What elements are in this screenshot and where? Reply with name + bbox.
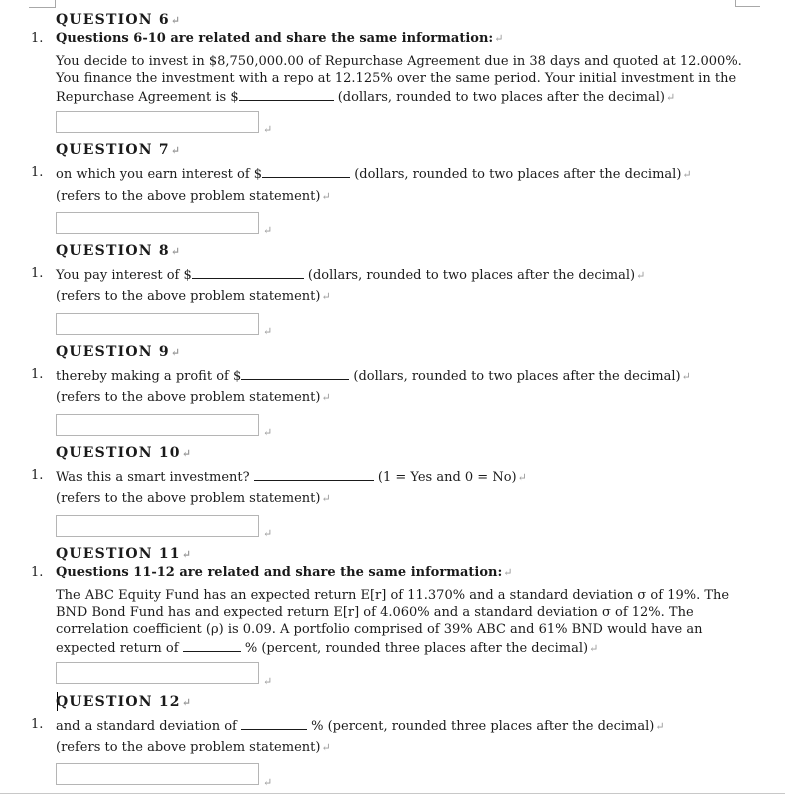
question-10-title-text: QUESTION 10 <box>56 445 181 461</box>
paragraph-mark: ↵ <box>170 144 182 157</box>
page-bottom-edge <box>0 793 785 794</box>
question-6-line-3 <box>56 88 675 106</box>
paragraph-mark: ↵ <box>263 123 273 136</box>
question-12-units: % (percent, rounded three places after the decimal) <box>311 719 655 734</box>
paragraph-mark: ↵ <box>681 370 691 383</box>
question-6-answer-box[interactable] <box>56 111 259 133</box>
paragraph-mark: ↵ <box>321 492 331 505</box>
question-7-line <box>56 165 692 183</box>
list-number: 1. <box>31 565 44 580</box>
question-9-units: (dollars, rounded to two places after the decimal) <box>353 369 681 384</box>
refers-text: (refers to the above problem statement) <box>56 289 321 304</box>
paragraph-mark: ↵ <box>321 391 331 404</box>
refers-text: (refers to the above problem statement) <box>56 740 321 755</box>
question-7-title <box>56 142 181 159</box>
answer-blank <box>183 639 241 652</box>
page-corner-mark-right <box>735 0 760 7</box>
paragraph-mark: ↵ <box>170 346 182 359</box>
paragraph-mark: ↵ <box>321 741 331 754</box>
question-7-title-text: QUESTION 7 <box>56 142 170 158</box>
question-7-units: (dollars, rounded to two places after the decimal) <box>354 167 682 182</box>
question-6-units: (dollars, rounded to two places after the decimal) <box>337 90 665 105</box>
answer-blank <box>241 367 349 380</box>
list-number: 1. <box>31 31 44 46</box>
question-8-line <box>56 266 645 284</box>
list-number: 1. <box>31 717 44 732</box>
question-12-line <box>56 717 665 735</box>
answer-blank <box>262 165 350 178</box>
paragraph-mark: ↵ <box>589 642 599 655</box>
list-number: 1. <box>31 266 44 281</box>
paragraph-mark: ↵ <box>263 224 273 237</box>
refers-text: (refers to the above problem statement) <box>56 189 321 204</box>
paragraph-mark: ↵ <box>655 720 665 733</box>
question-11-intro-text: Questions 11-12 are related and share the same information: <box>56 565 503 580</box>
paragraph-mark: ↵ <box>181 548 193 561</box>
refers-text: (refers to the above problem statement) <box>56 491 321 506</box>
question-6-title-text: QUESTION 6 <box>56 12 170 28</box>
answer-blank <box>192 266 304 279</box>
question-8-prompt: You pay interest of $ <box>56 268 192 283</box>
question-6-line-1: You decide to invest in $8,750,000.00 of Repurchase Agreement due in 38 days and quoted at 12.000%. <box>56 54 742 69</box>
question-10-prompt: Was this a smart investment? <box>56 470 254 485</box>
question-7-refers <box>56 189 331 205</box>
question-12-prompt: and a standard deviation of <box>56 719 241 734</box>
question-11-line-2: BND Bond Fund has and expected return E[r] of 4.060% and a standard deviation σ of 12%. The <box>56 605 694 620</box>
question-9-title <box>56 344 181 361</box>
question-10-title <box>56 445 192 462</box>
question-12-refers <box>56 740 331 756</box>
refers-text: (refers to the above problem statement) <box>56 390 321 405</box>
answer-blank <box>241 717 307 730</box>
question-12-title-text: QUESTION 12 <box>56 694 181 710</box>
question-11-title <box>56 546 192 563</box>
page-corner-mark-left <box>29 0 56 8</box>
paragraph-mark: ↵ <box>181 447 193 460</box>
paragraph-mark: ↵ <box>636 269 646 282</box>
question-12-title <box>56 694 192 711</box>
question-6-intro-text: Questions 6-10 are related and share the same information: <box>56 31 494 46</box>
question-8-units: (dollars, rounded to two places after the decimal) <box>307 268 636 283</box>
paragraph-mark: ↵ <box>494 32 504 45</box>
question-6-intro <box>56 31 503 47</box>
question-11-prompt: expected return of <box>56 641 183 656</box>
paragraph-mark: ↵ <box>321 290 331 303</box>
question-11-answer-box[interactable] <box>56 662 259 684</box>
question-11-intro <box>56 565 512 581</box>
paragraph-mark: ↵ <box>263 675 273 688</box>
paragraph-mark: ↵ <box>682 168 692 181</box>
question-12-answer-box[interactable] <box>56 763 259 785</box>
paragraph-mark: ↵ <box>503 566 513 579</box>
question-8-title-text: QUESTION 8 <box>56 243 170 259</box>
list-number: 1. <box>31 367 44 382</box>
list-number: 1. <box>31 468 44 483</box>
paragraph-mark: ↵ <box>263 527 273 540</box>
paragraph-mark: ↵ <box>517 471 527 484</box>
question-9-refers <box>56 390 331 406</box>
paragraph-mark: ↵ <box>170 245 182 258</box>
question-10-units: (1 = Yes and 0 = No) <box>377 470 517 485</box>
question-10-refers <box>56 491 331 507</box>
paragraph-mark: ↵ <box>181 696 193 709</box>
question-11-units: % (percent, rounded three places after the decimal) <box>244 641 589 656</box>
list-number: 1. <box>31 165 44 180</box>
question-9-line <box>56 367 691 385</box>
answer-blank <box>239 88 334 101</box>
question-10-line <box>56 468 527 486</box>
question-11-line-3: correlation coefficient (ρ) is 0.09. A portfolio comprised of 39% ABC and 61% BND would have an <box>56 622 703 637</box>
question-8-title <box>56 243 181 260</box>
question-6-prompt: Repurchase Agreement is $ <box>56 90 239 105</box>
question-11-line-4 <box>56 639 598 657</box>
question-8-answer-box[interactable] <box>56 313 259 335</box>
paragraph-mark: ↵ <box>321 190 331 203</box>
question-11-line-1: The ABC Equity Fund has an expected return E[r] of 11.370% and a standard deviation σ of 19%. The <box>56 588 730 603</box>
paragraph-mark: ↵ <box>263 426 273 439</box>
question-9-answer-box[interactable] <box>56 414 259 436</box>
question-10-answer-box[interactable] <box>56 515 259 537</box>
question-8-refers <box>56 289 331 305</box>
question-7-prompt: on which you earn interest of $ <box>56 167 263 182</box>
question-7-answer-box[interactable] <box>56 212 259 234</box>
answer-blank <box>254 468 374 481</box>
question-9-prompt: thereby making a profit of $ <box>56 369 242 384</box>
paragraph-mark: ↵ <box>263 776 273 789</box>
paragraph-mark: ↵ <box>263 325 273 338</box>
question-9-title-text: QUESTION 9 <box>56 344 170 360</box>
question-6-title <box>56 12 181 29</box>
paragraph-mark: ↵ <box>665 91 676 104</box>
paragraph-mark: ↵ <box>170 14 182 27</box>
question-11-title-text: QUESTION 11 <box>56 546 181 562</box>
question-6-line-2: You finance the investment with a repo at 12.125% over the same period. Your initial investment in the <box>56 71 737 86</box>
